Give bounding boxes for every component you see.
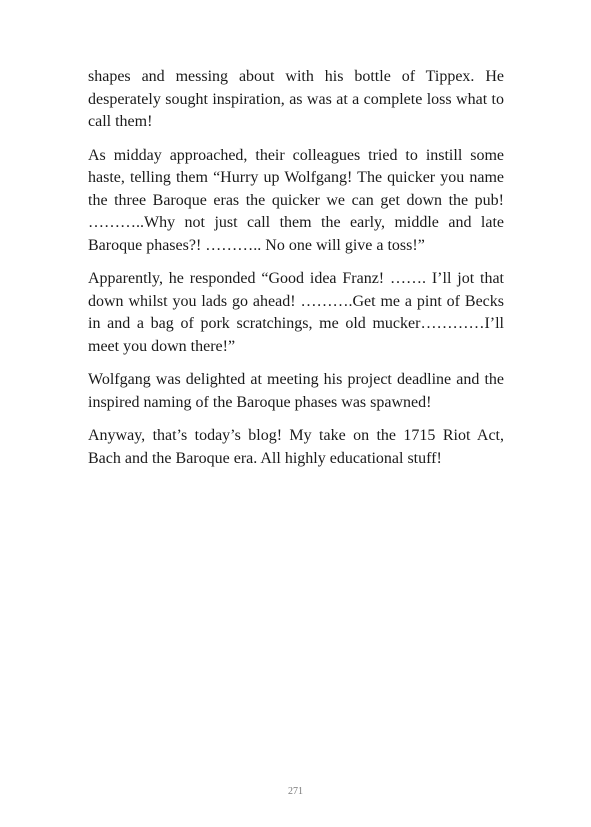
paragraph-4: Wolfgang was delighted at meeting his project deadline and the inspired naming of the Baroque phases was spawned! [88, 371, 504, 411]
page-number: 271 [288, 786, 303, 797]
paragraph-1: shapes and messing about with his bottle of Tippex. He desperately sought inspiration, as was at a complete loss what to call them! [88, 68, 504, 130]
paragraph-3: Apparently, he responded “Good idea Franz! ……. I’ll jot that down whilst you lads go ahead! ……….Get me a pint of Becks in and a bag of pork scratchings, me old mucker…………I’ll meet you down there!” [88, 270, 504, 355]
paragraph-5: Anyway, that’s today’s blog! My take on the 1715 Riot Act, Bach and the Baroque era. All highly educational stuff! [88, 427, 504, 467]
paragraph-2: As midday approached, their colleagues tried to instill some haste, telling them “Hurry up Wolfgang! The quicker you name the three Baroque eras the quicker we can get down the pub! ………..Why not just call them the early, middle and late Baroque phases?! ……….. No one will give a toss!” [88, 146, 504, 254]
body-text [88, 66, 504, 481]
